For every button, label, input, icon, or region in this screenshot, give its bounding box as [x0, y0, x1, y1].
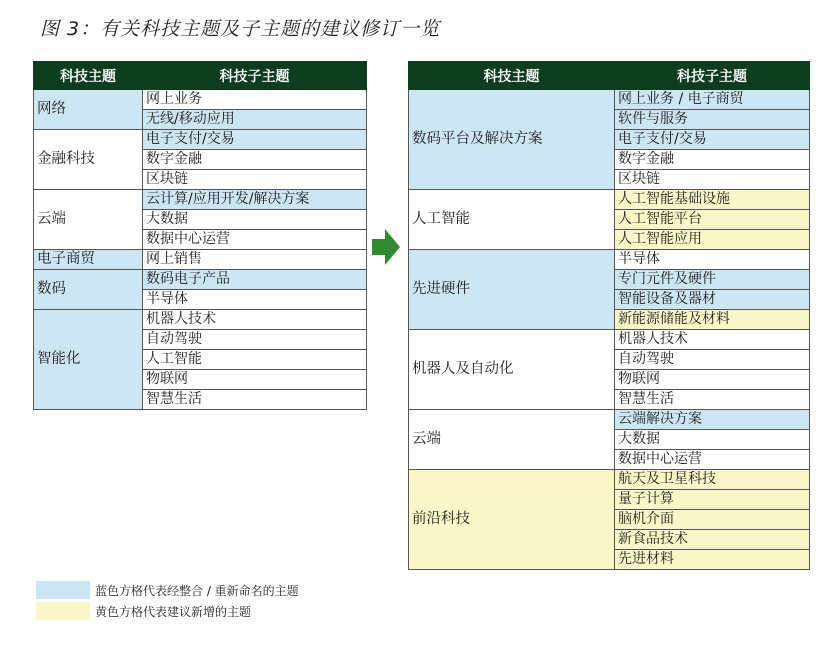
table-row — [34, 190, 367, 210]
subtopic-cell: 网上业务 — [143, 90, 367, 110]
subtopic-cell: 电子支付/交易 — [143, 130, 367, 150]
subtopic-cell: 半导体 — [143, 290, 367, 310]
topic-cell: 数码 — [34, 270, 143, 310]
topic-cell: 人工智能 — [409, 190, 615, 250]
table-row — [34, 270, 367, 290]
topic-cell: 前沿科技 — [409, 470, 615, 570]
subtopic-cell: 智能设备及器材 — [615, 290, 810, 310]
subtopic-cell: 数字金融 — [615, 150, 810, 170]
topic-cell: 机器人及自动化 — [409, 330, 615, 410]
table-row — [34, 250, 367, 270]
table-row — [409, 470, 810, 490]
subtopic-cell: 云端解决方案 — [615, 410, 810, 430]
legend-swatch-blue — [36, 581, 90, 599]
table-row — [34, 90, 367, 110]
subtopic-cell: 智慧生活 — [615, 390, 810, 410]
subtopic-cell: 新食品技术 — [615, 530, 810, 550]
subtopic-cell: 人工智能应用 — [615, 230, 810, 250]
subtopic-cell: 数据中心运营 — [615, 450, 810, 470]
topic-cell: 数码平台及解决方案 — [409, 90, 615, 190]
topic-cell: 电子商贸 — [34, 250, 143, 270]
header-topic: 科技主题 — [409, 62, 615, 90]
subtopic-cell: 机器人技术 — [615, 330, 810, 350]
table-row — [409, 410, 810, 430]
current-topics-table — [33, 61, 367, 410]
subtopic-cell: 软件与服务 — [615, 110, 810, 130]
legend-item-yellow — [36, 602, 251, 620]
table-row — [409, 330, 810, 350]
subtopic-cell: 人工智能 — [143, 350, 367, 370]
topic-cell: 网络 — [34, 90, 143, 130]
topic-cell: 云端 — [34, 190, 143, 250]
subtopic-cell: 智慧生活 — [143, 390, 367, 410]
header-topic: 科技主题 — [34, 62, 143, 90]
subtopic-cell: 数据中心运营 — [143, 230, 367, 250]
legend-label: 蓝色方格代表经整合 / 重新命名的主题 — [95, 583, 299, 598]
subtopic-cell: 脑机介面 — [615, 510, 810, 530]
subtopic-cell: 航天及卫星科技 — [615, 470, 810, 490]
legend-item-blue — [36, 581, 299, 599]
subtopic-cell: 网上业务 / 电子商贸 — [615, 90, 810, 110]
subtopic-cell: 新能源储能及材料 — [615, 310, 810, 330]
table-row — [34, 310, 367, 330]
topic-cell: 先进硬件 — [409, 250, 615, 330]
subtopic-cell: 区块链 — [615, 170, 810, 190]
subtopic-cell: 大数据 — [143, 210, 367, 230]
subtopic-cell: 机器人技术 — [143, 310, 367, 330]
topic-cell: 云端 — [409, 410, 615, 470]
table-row — [409, 250, 810, 270]
subtopic-cell: 无线/移动应用 — [143, 110, 367, 130]
subtopic-cell: 人工智能基础设施 — [615, 190, 810, 210]
table-row — [409, 90, 810, 110]
table-row — [34, 130, 367, 150]
arrow-right-icon — [372, 229, 400, 265]
proposed-topics-table — [408, 61, 810, 570]
subtopic-cell: 云计算/应用开发/解决方案 — [143, 190, 367, 210]
subtopic-cell: 数字金融 — [143, 150, 367, 170]
subtopic-cell: 人工智能平台 — [615, 210, 810, 230]
legend-label: 黄色方格代表建议新增的主题 — [95, 604, 252, 619]
subtopic-cell: 物联网 — [143, 370, 367, 390]
topic-cell: 金融科技 — [34, 130, 143, 190]
header-subtopic: 科技子主题 — [615, 62, 810, 90]
subtopic-cell: 大数据 — [615, 430, 810, 450]
subtopic-cell: 自动驾驶 — [143, 330, 367, 350]
table-row — [409, 190, 810, 210]
topic-cell: 智能化 — [34, 310, 143, 410]
subtopic-cell: 专门元件及硬件 — [615, 270, 810, 290]
header-subtopic: 科技子主题 — [143, 62, 367, 90]
subtopic-cell: 区块链 — [143, 170, 367, 190]
subtopic-cell: 先进材料 — [615, 550, 810, 570]
subtopic-cell: 量子计算 — [615, 490, 810, 510]
subtopic-cell: 自动驾驶 — [615, 350, 810, 370]
subtopic-cell: 数码电子产品 — [143, 270, 367, 290]
subtopic-cell: 网上销售 — [143, 250, 367, 270]
subtopic-cell: 物联网 — [615, 370, 810, 390]
subtopic-cell: 半导体 — [615, 250, 810, 270]
legend-swatch-yellow — [36, 602, 90, 620]
page-title: 图 3：有关科技主题及子主题的建议修订一览 — [40, 18, 441, 40]
subtopic-cell: 电子支付/交易 — [615, 130, 810, 150]
